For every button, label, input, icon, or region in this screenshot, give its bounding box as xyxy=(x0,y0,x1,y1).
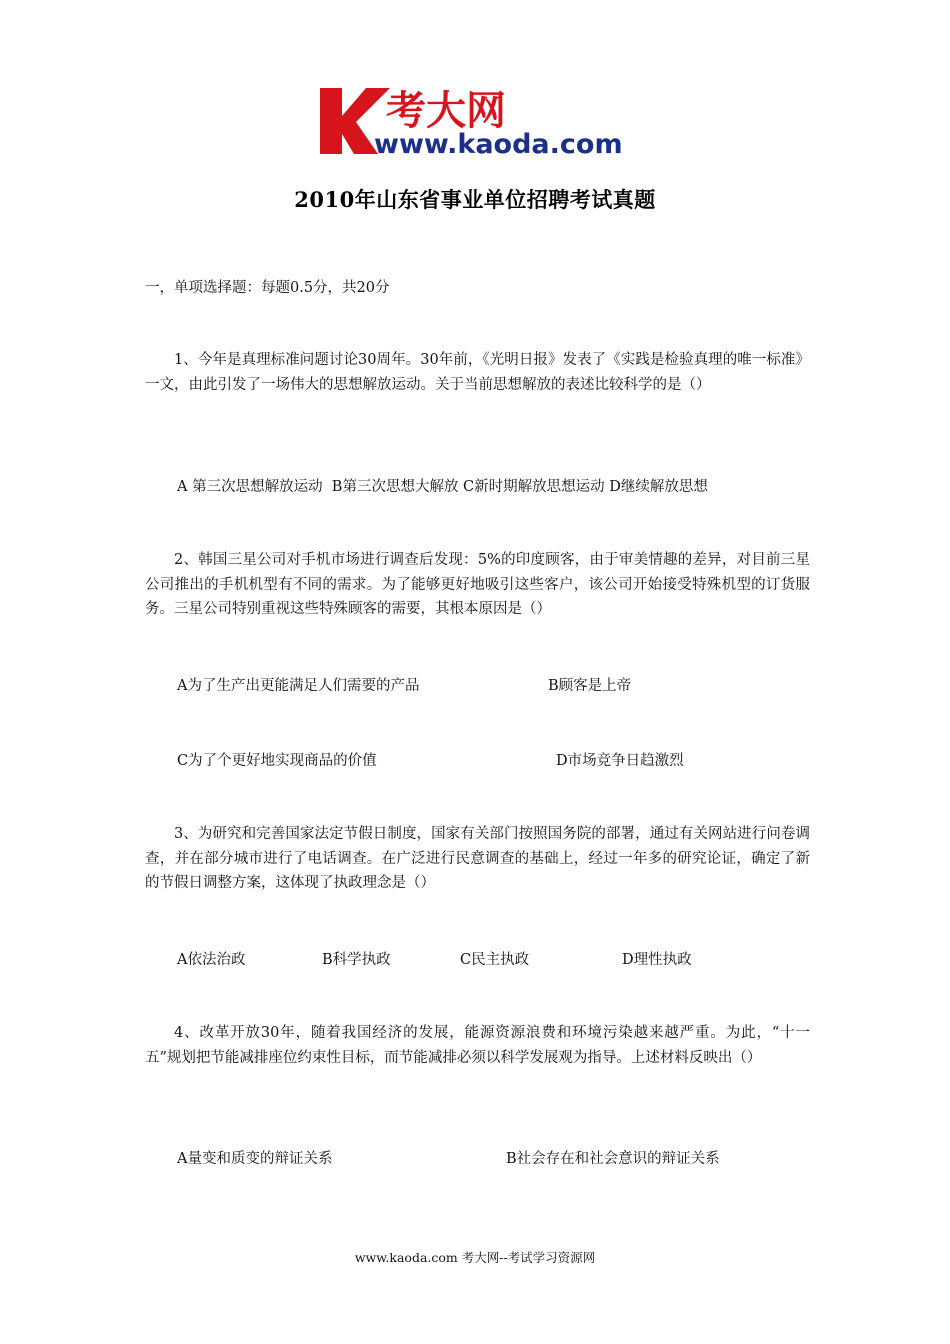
logo-url: www.kaoda.com xyxy=(374,129,623,160)
question-4-option-b: B社会存在和社会意识的辩证关系 xyxy=(506,1151,720,1167)
site-logo xyxy=(318,80,640,160)
question-1-options: A 第三次思想解放运动 B第三次思想大解放 C新时期解放思想运动 D继续解放思想 xyxy=(177,479,708,495)
question-2-stem: 2、韩国三星公司对手机市场进行调查后发现：5%的印度顾客，由于审美情趣的差异，对目前三星公司推出的手机机型有不同的需求。为了能够更好地吸引这些客户，该公司开始接受特殊机型的订货服务。三星公司特别重视这些特殊顾客的需要，其根本原因是（） xyxy=(145,552,810,617)
question-3-option-a: A依法治政 xyxy=(177,952,246,968)
question-2-option-a: A为了生产出更能满足人们需要的产品 xyxy=(177,678,420,694)
question-4-stem: 4、改革开放30年，随着我国经济的发展，能源资源浪费和环境污染越来越严重。为此，“十一五”规划把节能减排座位约束性目标，而节能减排必须以科学发展观为指导。上述材料反映出（） xyxy=(145,1025,810,1066)
question-2-option-c: C为了个更好地实现商品的价值 xyxy=(177,753,377,769)
question-1-stem: 1、今年是真理标准问题讨论30周年。30年前，《光明日报》发表了《实践是检验真理的唯一标准》一文，由此引发了一场伟大的思想解放运动。关于当前思想解放的表述比较科学的是（） xyxy=(145,352,810,393)
section-heading: 一，单项选择题：每题0.5分，共20分 xyxy=(145,280,390,296)
question-4-option-a: A量变和质变的辩证关系 xyxy=(177,1151,333,1167)
question-3-option-c: C民主执政 xyxy=(460,952,530,968)
question-3-option-d: D理性执政 xyxy=(622,952,692,968)
page-title: 2010年山东省事业单位招聘考试真题 xyxy=(294,187,656,212)
question-3-stem: 3、为研究和完善国家法定节假日制度，国家有关部门按照国务院的部署，通过有关网站进行问卷调查，并在部分城市进行了电话调查。在广泛进行民意调查的基础上，经过一年多的研究论证，确定了新的节假日调整方案，这体现了执政理念是（） xyxy=(145,826,810,891)
question-2-option-d: D市场竞争日趋激烈 xyxy=(556,753,684,769)
question-2-option-b: B顾客是上帝 xyxy=(548,678,632,694)
kaoda-logo-graphic xyxy=(318,80,640,160)
logo-brand-cn: 考大网 xyxy=(386,88,506,134)
question-3-option-b: B科学执政 xyxy=(322,952,391,968)
page-footer: www.kaoda.com 考大网--考试学习资源网 xyxy=(354,1250,596,1265)
